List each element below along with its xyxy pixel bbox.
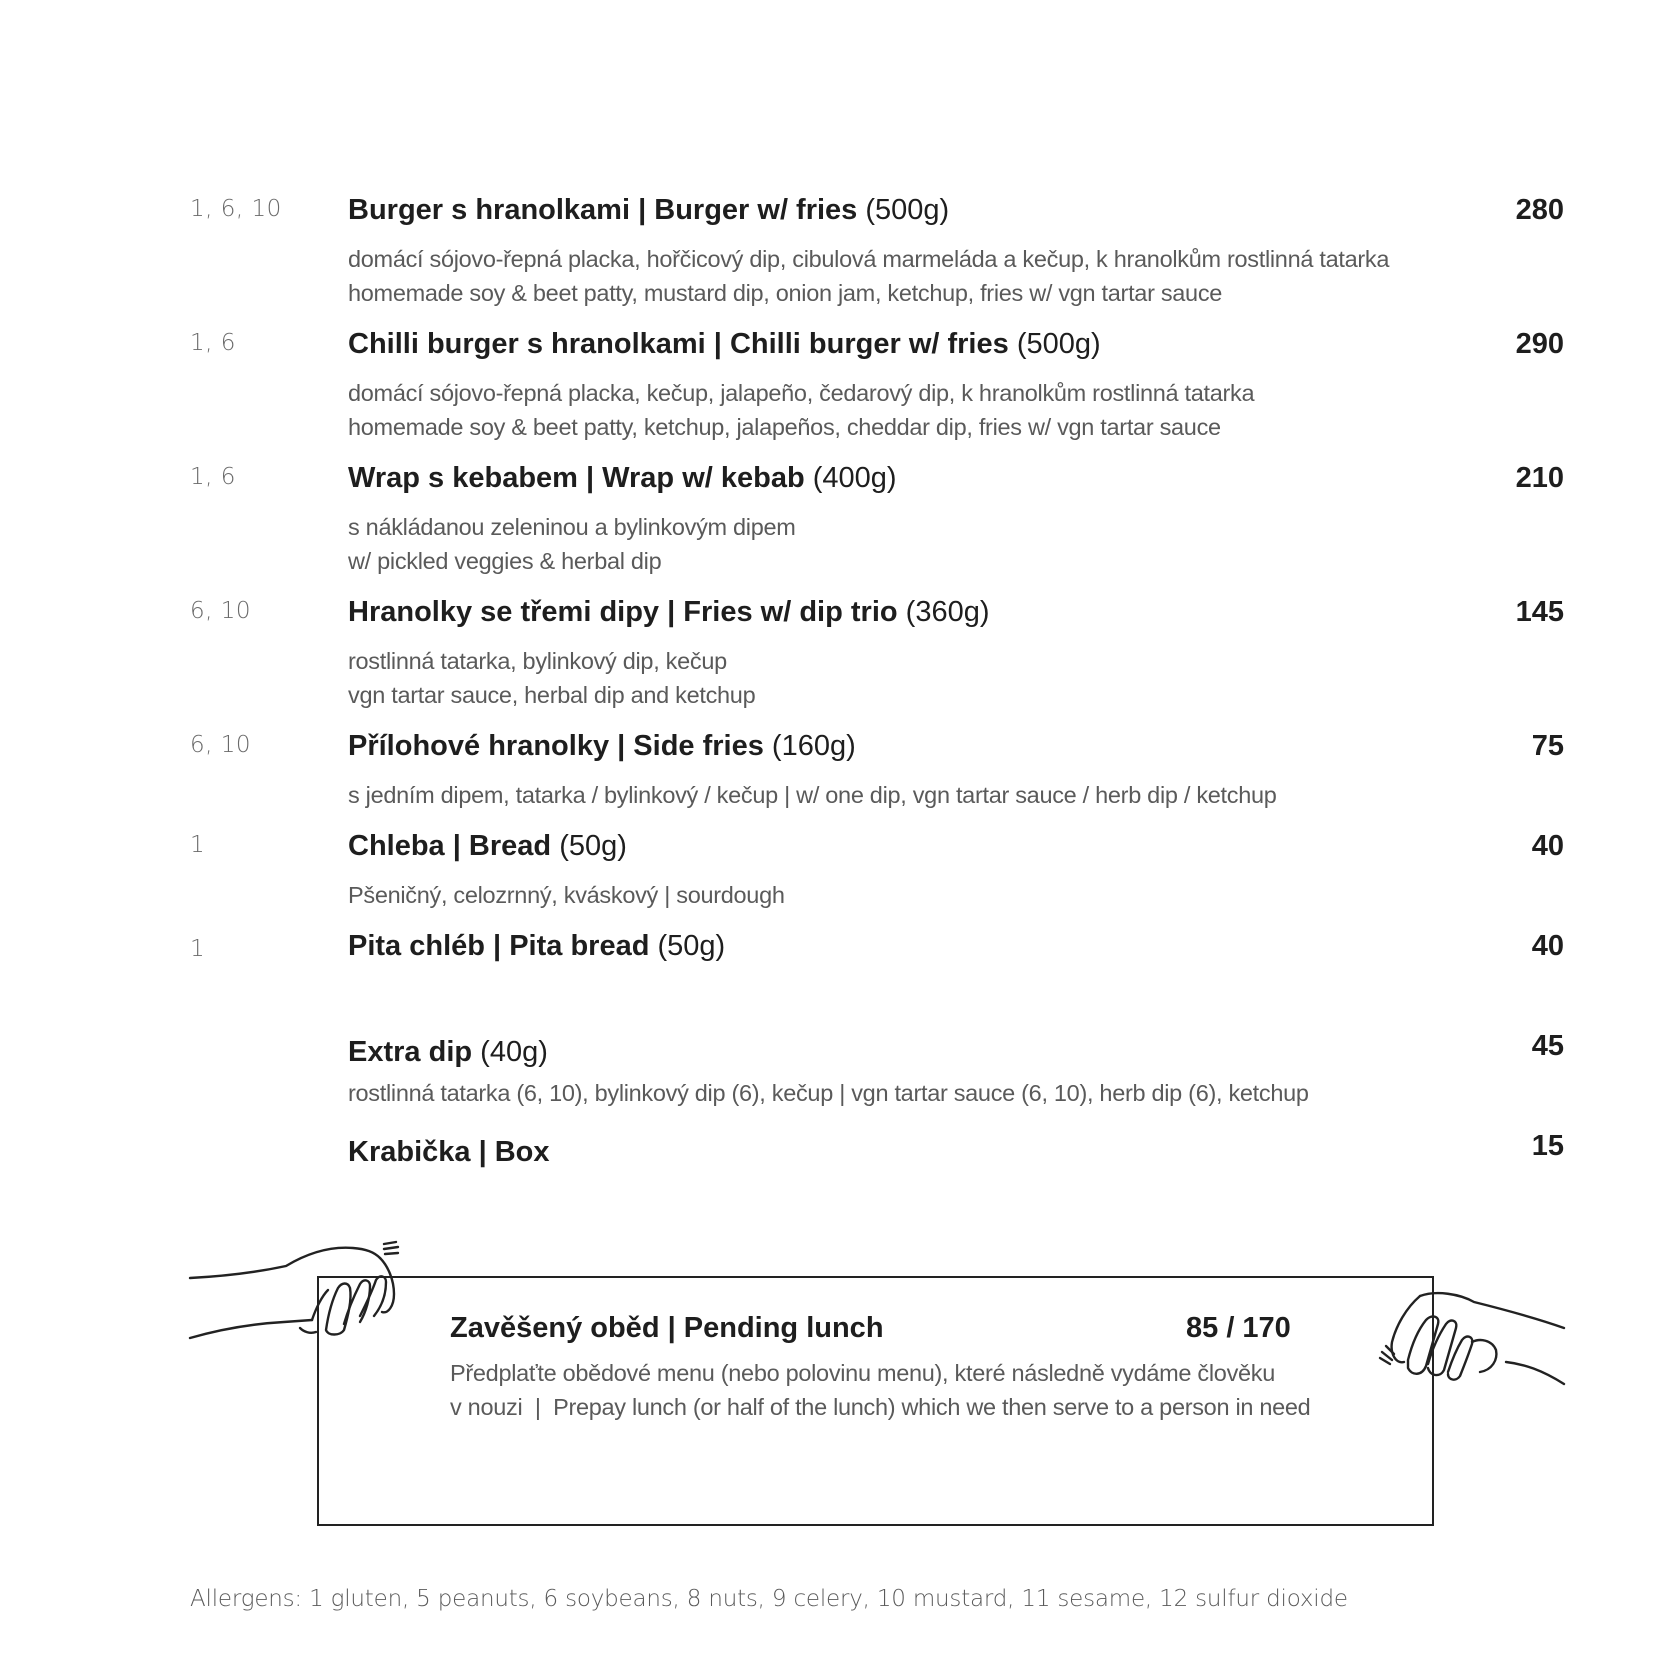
item-price: 15 bbox=[1531, 1130, 1564, 1162]
item-title bbox=[348, 596, 989, 629]
item-name: Chleba | Bread bbox=[348, 830, 552, 862]
item-price: 40 bbox=[1531, 930, 1564, 962]
pending-lunch-price: 85 / 170 bbox=[1186, 1312, 1291, 1344]
item-weight: (50g) bbox=[657, 930, 726, 962]
pending-desc-line: v nouzi | Prepay lunch (or half of the lunch) which we then serve to a person in need bbox=[450, 1394, 1311, 1420]
description-en: homemade soy & beet patty, mustard dip, onion jam, ketchup, fries w/ vgn tartar sauce bbox=[348, 280, 1223, 306]
item-name: Pita chléb | Pita bread bbox=[348, 930, 650, 962]
item-weight: (500g) bbox=[865, 194, 950, 226]
description-en: w/ pickled veggies & herbal dip bbox=[348, 548, 662, 574]
item-price: 210 bbox=[1515, 462, 1564, 494]
item-title bbox=[348, 730, 856, 763]
allergen-codes: 1, 6, 10 bbox=[190, 196, 282, 222]
description-en: vgn tartar sauce, herbal dip and ketchup bbox=[348, 682, 756, 708]
item-price: 290 bbox=[1515, 328, 1564, 360]
allergen-codes: 1, 6 bbox=[190, 464, 236, 490]
item-name: Chilli burger s hranolkami | Chilli burger w/ fries bbox=[348, 328, 1009, 360]
description-en: homemade soy & beet patty, ketchup, jalapeños, cheddar dip, fries w/ vgn tartar sauce bbox=[348, 414, 1221, 440]
description-cz: s nákládanou zeleninou a bylinkovým dipem bbox=[348, 514, 796, 540]
item-name: Hranolky se třemi dipy | Fries w/ dip trio bbox=[348, 596, 898, 628]
description-cz: domácí sójovo-řepná placka, hořčicový dip, cibulová marmeláda a kečup, k hranolkům rostlinná tatarka bbox=[348, 246, 1390, 272]
allergen-codes: 1 bbox=[190, 936, 206, 962]
item-weight: (40g) bbox=[480, 1036, 548, 1068]
item-title bbox=[348, 328, 1101, 361]
item-weight: (50g) bbox=[559, 830, 627, 862]
left-hand-icon bbox=[188, 1236, 428, 1356]
allergen-codes: 1, 6 bbox=[190, 330, 236, 356]
item-description bbox=[348, 644, 755, 712]
item-description: rostlinná tatarka (6, 10), bylinkový dip (6), kečup | vgn tartar sauce (6, 10), herb dip (6), ketchup bbox=[348, 1080, 1309, 1106]
description-cz: domácí sójovo-řepná placka, kečup, jalapeño, čedarový dip, k hranolkům rostlinná tatarka bbox=[348, 380, 1255, 406]
item-title bbox=[348, 1136, 550, 1169]
allergen-codes: 1 bbox=[190, 832, 206, 858]
item-name: Wrap s kebabem | Wrap w/ kebab bbox=[348, 462, 805, 494]
item-price: 280 bbox=[1515, 194, 1564, 226]
pending-desc-line: Předplaťte obědové menu (nebo polovinu menu), které následně vydáme člověku bbox=[450, 1360, 1276, 1386]
item-name: Krabička | Box bbox=[348, 1136, 550, 1168]
item-description bbox=[348, 778, 1277, 812]
description-cz: rostlinná tatarka, bylinkový dip, kečup bbox=[348, 648, 727, 674]
item-name: Přílohové hranolky | Side fries bbox=[348, 730, 764, 762]
item-title bbox=[348, 930, 725, 963]
right-hand-icon bbox=[1356, 1280, 1566, 1400]
description-cz: s jedním dipem, tatarka / bylinkový / kečup | w/ one dip, vgn tartar sauce / herb dip / ketchup bbox=[348, 782, 1277, 808]
pending-lunch-title: Zavěšený oběd | Pending lunch bbox=[450, 1312, 884, 1344]
item-price: 75 bbox=[1531, 730, 1564, 762]
item-weight: (160g) bbox=[771, 730, 856, 762]
description-cz: Pšeničný, celozrnný, kváskový | sourdough bbox=[348, 882, 785, 908]
item-title bbox=[348, 462, 897, 495]
item-title bbox=[348, 194, 949, 227]
item-description bbox=[348, 878, 785, 912]
item-price: 45 bbox=[1531, 1030, 1564, 1062]
allergens-legend: Allergens: 1 gluten, 5 peanuts, 6 soybeans, 8 nuts, 9 celery, 10 mustard, 11 sesame, 12 sulfur dioxide bbox=[190, 1586, 1348, 1612]
item-description bbox=[348, 242, 1389, 310]
pending-lunch-description bbox=[450, 1356, 1350, 1424]
item-price: 145 bbox=[1515, 596, 1564, 628]
item-description bbox=[348, 510, 796, 578]
item-title bbox=[348, 830, 627, 863]
item-name: Burger s hranolkami | Burger w/ fries bbox=[348, 194, 858, 226]
item-weight: (500g) bbox=[1016, 328, 1101, 360]
item-weight: (360g) bbox=[905, 596, 990, 628]
item-name: Extra dip bbox=[348, 1036, 473, 1068]
item-price: 40 bbox=[1531, 830, 1564, 862]
allergen-codes: 6, 10 bbox=[190, 598, 252, 624]
item-title bbox=[348, 1036, 548, 1069]
item-weight: (400g) bbox=[812, 462, 897, 494]
item-description bbox=[348, 376, 1254, 444]
allergen-codes: 6, 10 bbox=[190, 732, 252, 758]
